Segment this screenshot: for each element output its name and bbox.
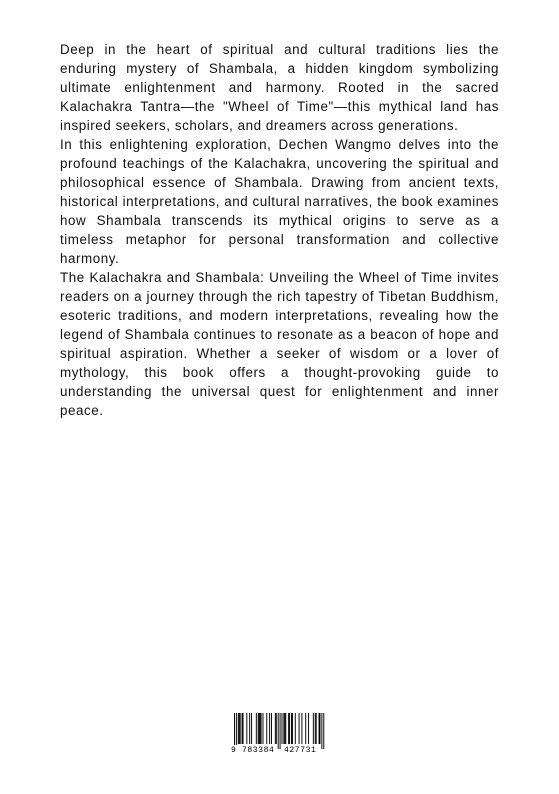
barcode-bar (282, 713, 283, 744)
barcode-bar (285, 713, 286, 744)
blurb-paragraph-3: The Kalachakra and Shambala: Unveiling the Wheel of Time invites readers on a journey through the rich tapestry of Tibetan Buddhism, esoteric traditions, and modern interpretations, revealing how the legend of Shambala continues to resonate as a beacon of hope and spiritual aspiration. Whether a seeker of wisdom or a lover of mythology, this book offers a thought-provoking guide to understanding the universal quest for enlightenment and inner peace. (60, 270, 499, 418)
barcode-bar (289, 713, 290, 744)
barcode-bar (276, 713, 277, 744)
barcode-bar (320, 713, 321, 744)
barcode-bar (316, 713, 317, 744)
barcode-bar (269, 713, 270, 744)
barcode-bar (240, 713, 241, 744)
back-cover-blurb (60, 40, 499, 420)
barcode-bar (299, 713, 300, 744)
barcode-bar (308, 713, 309, 744)
barcode-bar (305, 713, 306, 744)
barcode-bar (256, 713, 257, 744)
barcode-bar (251, 713, 252, 744)
barcode-bar (249, 713, 250, 744)
barcode-bar (236, 713, 237, 749)
barcode-bar (234, 713, 235, 749)
barcode-bar (238, 713, 239, 744)
barcode-bar (313, 713, 314, 744)
barcode-bar (246, 713, 247, 744)
barcode-first-digit: 9 (231, 746, 236, 755)
barcode-bar (301, 713, 302, 744)
blurb-paragraph-2: In this enlightening exploration, Dechen Wangmo delves into the profound teachings of the Kalachakra, uncovering the spiritual and philosophical essence of Shambala. Drawing from ancient texts, historical interpretations, and cultural narratives, the book examines how Shambala transcends its mythical origins to serve as a timeless metaphor for personal transformation and collective harmony. (60, 137, 499, 266)
barcode-bar (295, 713, 296, 744)
barcode-bar (323, 713, 324, 749)
barcode-bar (292, 713, 293, 744)
barcode-bar (288, 713, 289, 744)
barcode-bar (283, 713, 284, 744)
barcode-bar (242, 713, 243, 744)
barcode-bar (258, 713, 259, 744)
barcode-bar (266, 713, 267, 744)
barcode-bar (321, 713, 322, 749)
barcode-bar (261, 713, 262, 744)
barcode-digits (231, 745, 327, 757)
barcode-bar (271, 713, 272, 744)
barcode-bar (260, 713, 261, 744)
barcode-bar (275, 713, 276, 744)
barcode-bar (284, 713, 285, 744)
barcode-right-group: 427731 (284, 746, 317, 755)
isbn-barcode (231, 713, 327, 759)
barcode-bar (239, 713, 240, 744)
barcode-left-group: 783384 (242, 746, 275, 755)
barcode-bar (278, 713, 279, 749)
barcode-bar (243, 713, 244, 744)
barcode-bar (259, 713, 260, 744)
blurb-paragraph-1: Deep in the heart of spiritual and cultural traditions lies the enduring mystery of Shambala, a hidden kingdom symbolizing ultimate enlightenment and harmony. Rooted in the sacred Kalachakra Tantra—the "Wheel of Time"—this mythical land has inspired seekers, scholars, and dreamers across generations. (60, 42, 499, 133)
barcode-bar (263, 713, 264, 744)
barcode-bar (291, 713, 292, 744)
barcode-bar (315, 713, 316, 744)
barcode-bar (280, 713, 281, 749)
barcode-bar (319, 713, 320, 744)
